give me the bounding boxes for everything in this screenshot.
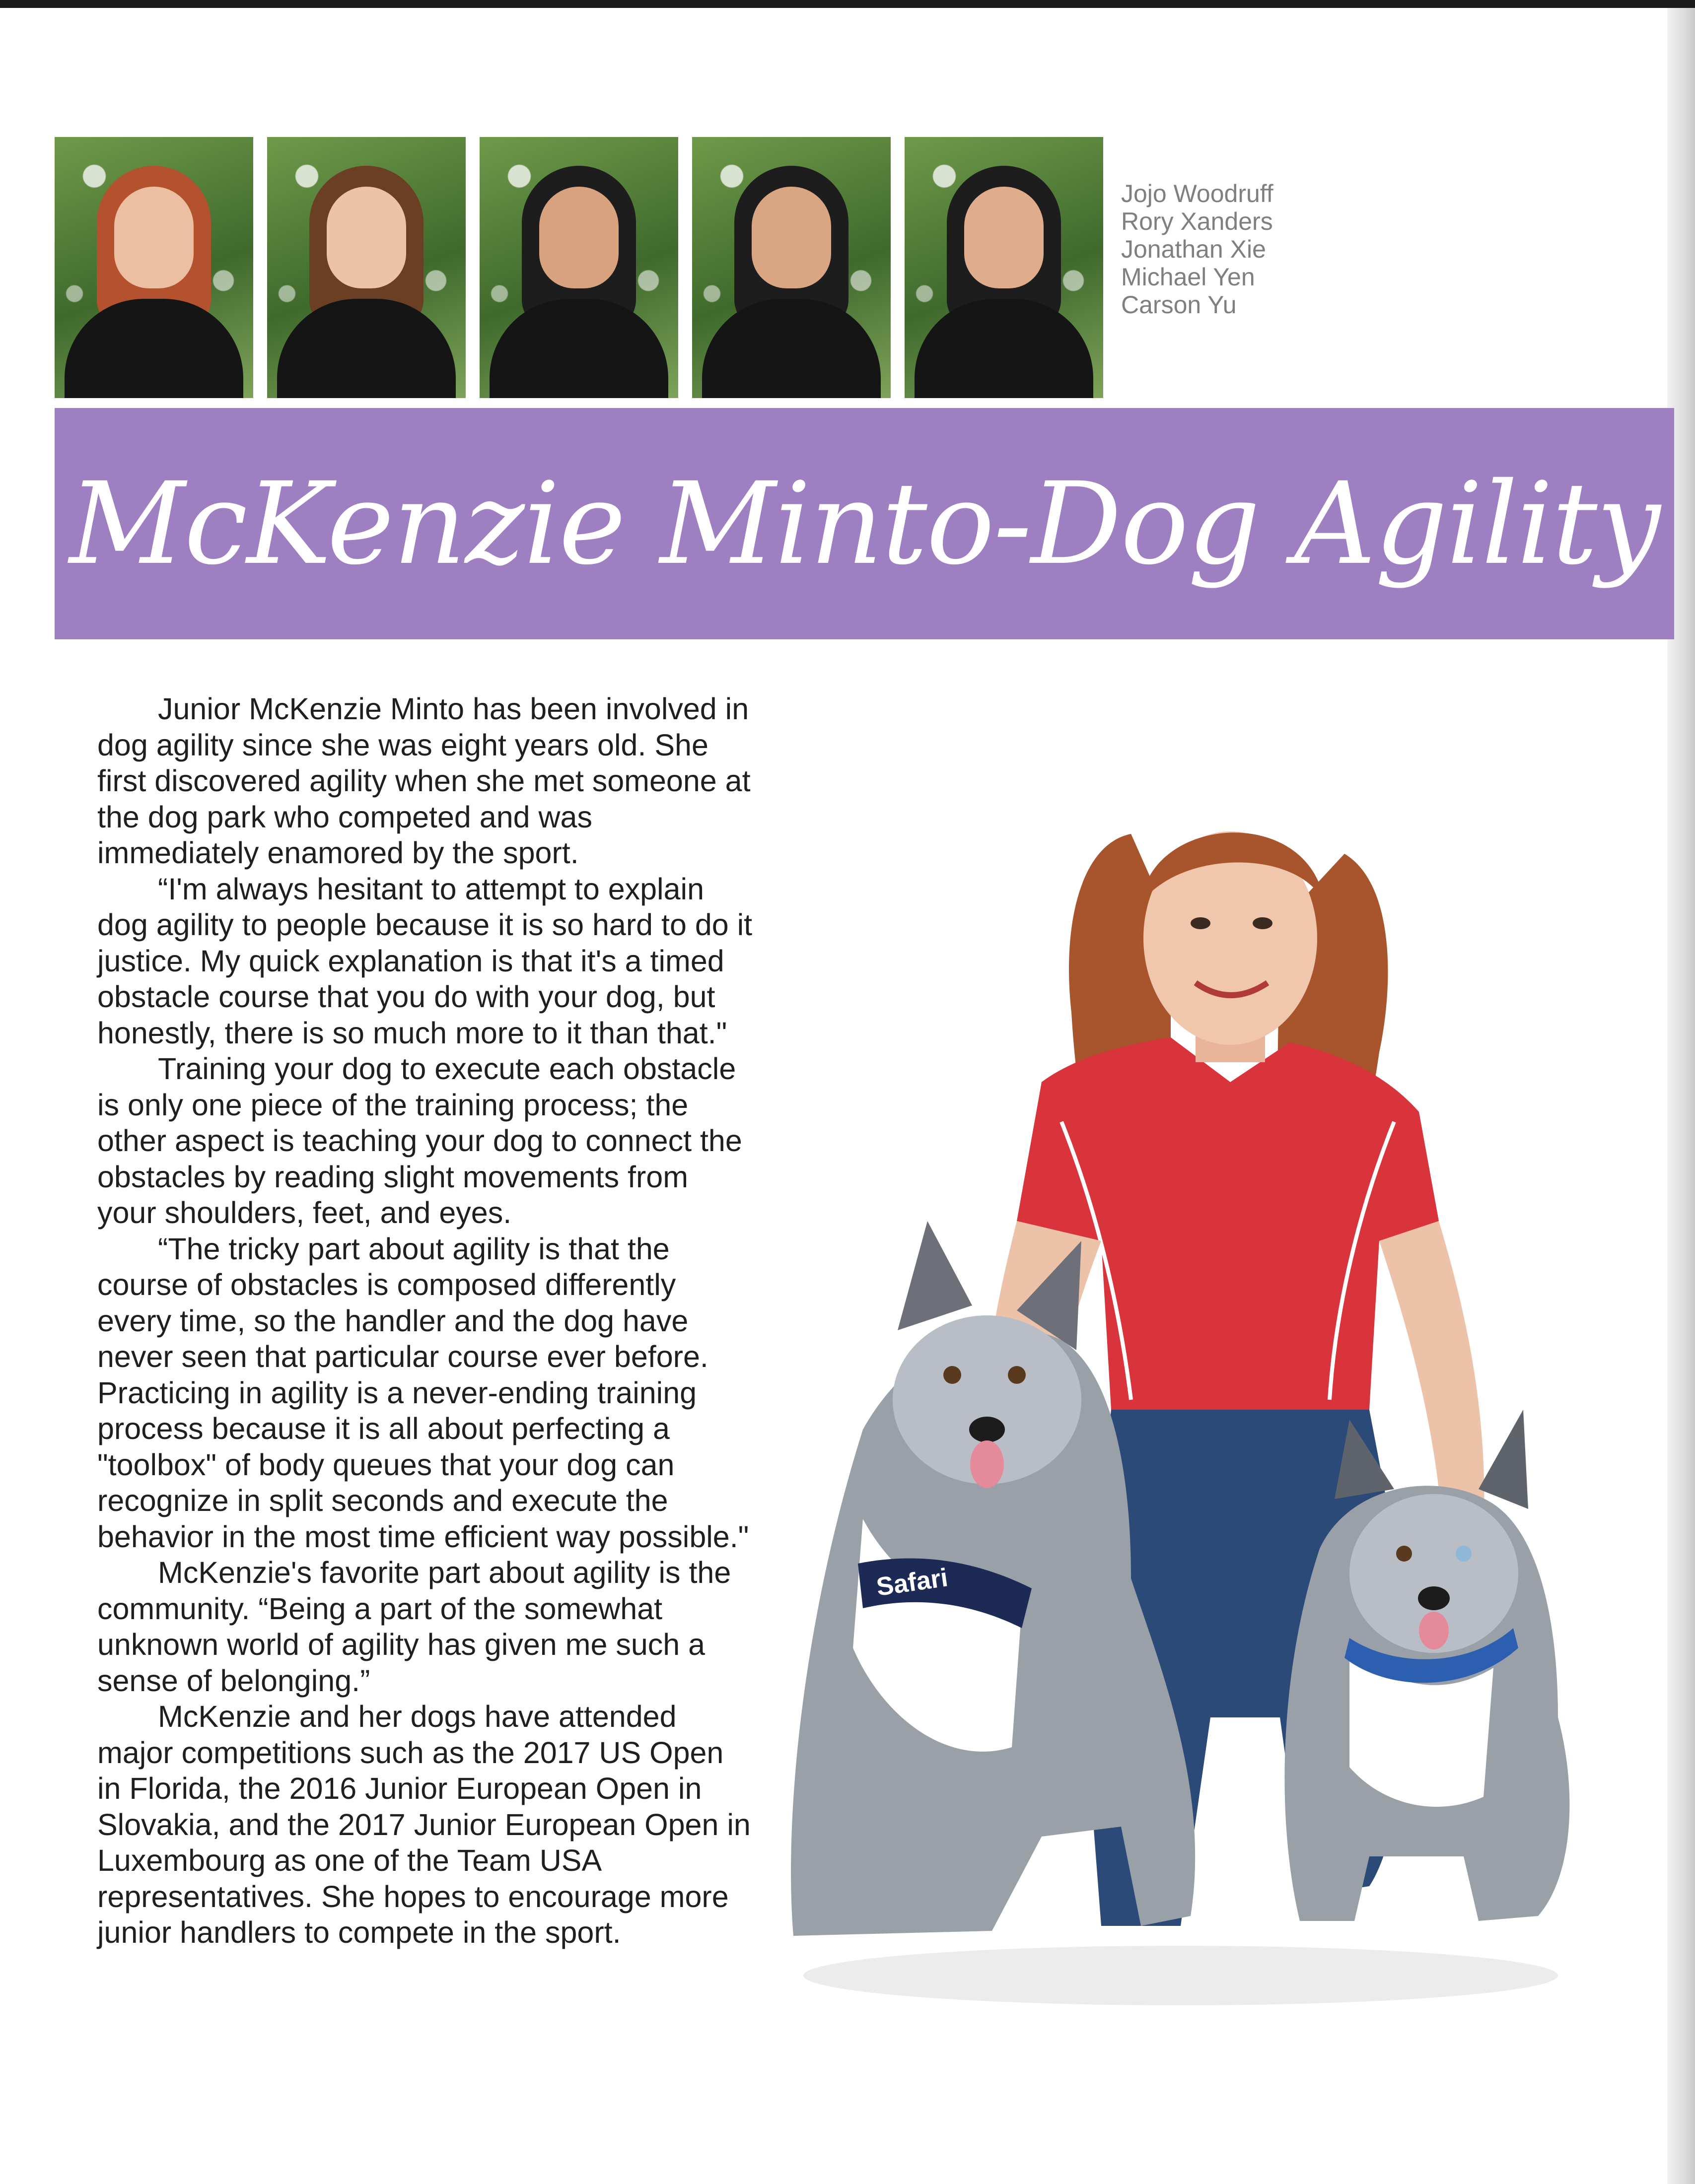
portrait-face bbox=[114, 187, 194, 288]
page-title: McKenzie Minto-Dog Agility bbox=[69, 458, 1660, 590]
title-banner bbox=[55, 408, 1674, 639]
portrait-clothing bbox=[490, 299, 668, 398]
article-paragraph: “The tricky part about agility is that the course of obstacles is composed differently every time, so the handler and the dog have never seen that particular course ever before. Practicing in agility is a never-ending training process because it is all about perfecting a "toolbox" of body queues that your dog can recognize in split seconds and execute the behavior in the most time efficient way possible." bbox=[97, 1231, 749, 1554]
article-paragraph: “I'm always hesitant to attempt to explain dog agility to people because it is so hard to do it justice. My quick explanation is that it's a timed obstacle course that you do with your dog, but honestly, there is so much more to it than that." bbox=[97, 872, 753, 1050]
portrait-clothing bbox=[65, 299, 243, 398]
harness-text: Safari bbox=[874, 1563, 950, 1602]
portrait-name-list bbox=[1121, 180, 1273, 319]
red-shirt bbox=[1017, 1037, 1439, 1410]
portrait-clothing bbox=[702, 299, 881, 398]
floor-shadow bbox=[803, 1946, 1558, 2005]
portrait-photo-1 bbox=[55, 137, 253, 398]
dog-right-ear bbox=[1479, 1410, 1528, 1509]
portrait-clothing bbox=[277, 299, 456, 398]
portrait-clothing bbox=[915, 299, 1093, 398]
portrait-photo-4 bbox=[692, 137, 891, 398]
dog-left-tongue bbox=[970, 1440, 1004, 1488]
portrait-strip bbox=[55, 137, 1103, 398]
scan-edge-right bbox=[1667, 8, 1695, 2184]
dog-right-eye bbox=[1456, 1546, 1472, 1562]
dog-left-ear bbox=[898, 1221, 972, 1330]
article-body bbox=[97, 691, 753, 1951]
portrait-photo-3 bbox=[480, 137, 678, 398]
dog-left-eye bbox=[1008, 1366, 1026, 1384]
article-paragraph: Training your dog to execute each obstacle is only one piece of the training process; the other aspect is teaching your dog to connect the obstacles by reading slight movements from your shoulders, feet, and eyes. bbox=[97, 1052, 742, 1229]
scan-edge-top bbox=[0, 0, 1695, 8]
girl-eye bbox=[1253, 917, 1272, 929]
portrait-photo-2 bbox=[267, 137, 466, 398]
portrait-name: Jonathan Xie bbox=[1121, 235, 1266, 263]
portrait-photo-5 bbox=[905, 137, 1103, 398]
dog-left-eye bbox=[943, 1366, 961, 1384]
dog-right-tongue bbox=[1419, 1612, 1449, 1649]
portrait-face bbox=[539, 187, 619, 288]
article-paragraph: McKenzie and her dogs have attended major competitions such as the 2017 US Open in Florida, the 2016 Junior European Open in Slovakia, and the 2017 Junior European Open in Luxembourg as one of the Team USA representatives. She hopes to encourage more junior handlers to compete in the sport. bbox=[97, 1700, 751, 1949]
portrait-name: Carson Yu bbox=[1121, 291, 1237, 319]
portrait-name: Jojo Woodruff bbox=[1121, 180, 1273, 207]
article-paragraph: McKenzie's favorite part about agility is the community. “Being a part of the somewhat unknown world of agility has given me such a sense of belonging.” bbox=[97, 1556, 731, 1698]
portrait-name: Michael Yen bbox=[1121, 263, 1255, 291]
portrait-face bbox=[964, 187, 1044, 288]
dog-right-nose bbox=[1418, 1586, 1450, 1610]
girl-eye bbox=[1191, 917, 1210, 929]
feature-photo bbox=[783, 774, 1594, 2013]
dog-right-eye bbox=[1396, 1546, 1412, 1562]
article-paragraph: Junior McKenzie Minto has been involved in dog agility since she was eight years old. She first discovered agility when she met someone at the dog park who competed and was immediately enamored by the sport. bbox=[97, 692, 751, 870]
portrait-name: Rory Xanders bbox=[1121, 207, 1273, 235]
portrait-face bbox=[752, 187, 831, 288]
dog-left-nose bbox=[969, 1417, 1005, 1442]
portrait-face bbox=[327, 187, 406, 288]
